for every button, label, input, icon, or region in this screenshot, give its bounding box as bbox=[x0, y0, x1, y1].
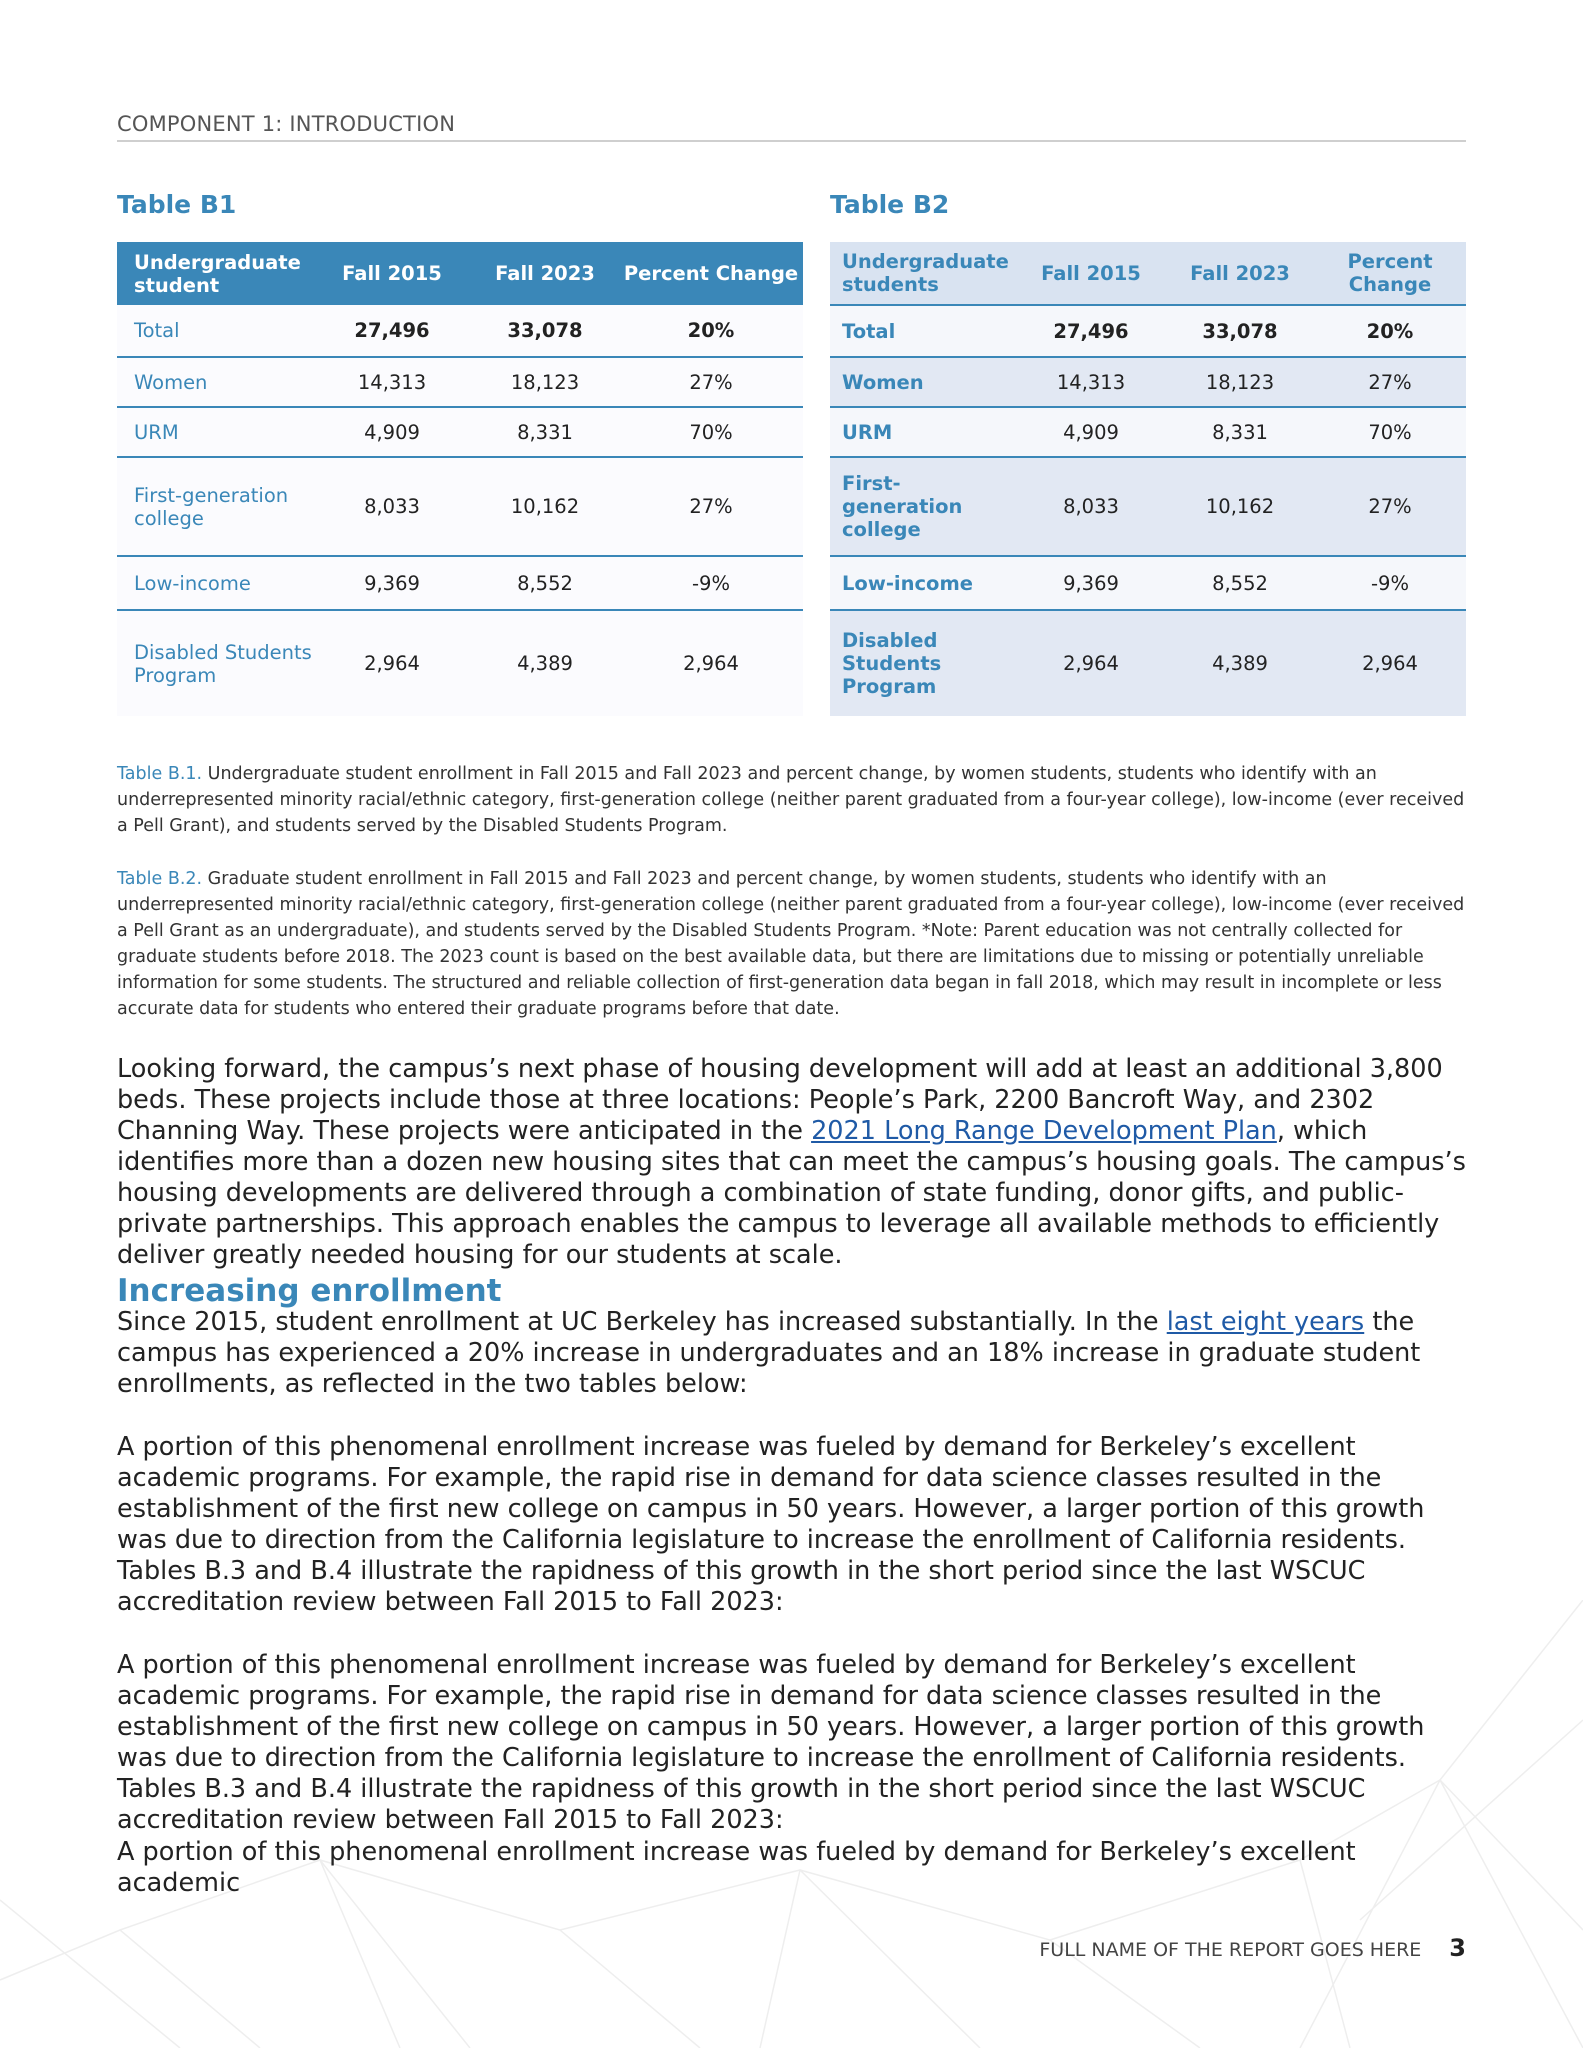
table-row bbox=[117, 305, 803, 357]
page-header bbox=[117, 112, 1466, 142]
table-b1-title: Table B1 bbox=[117, 190, 237, 219]
table-cell: 27% bbox=[1314, 357, 1466, 407]
table-row bbox=[830, 610, 1466, 716]
column-header: Undergraduate student bbox=[117, 242, 313, 305]
row-label: Low-income bbox=[117, 556, 313, 610]
caption-label: Table B.1. bbox=[117, 764, 203, 784]
row-label: Women bbox=[117, 357, 313, 407]
column-header: Percent Change bbox=[1314, 242, 1466, 305]
row-label: First-generation college bbox=[830, 457, 1016, 556]
column-header: Fall 2023 bbox=[471, 242, 619, 305]
table-cell: -9% bbox=[1314, 556, 1466, 610]
table-row bbox=[117, 457, 803, 556]
table-header-row bbox=[117, 242, 803, 305]
table-row bbox=[117, 407, 803, 457]
table-cell: 33,078 bbox=[471, 305, 619, 357]
table-cell: 27% bbox=[1314, 457, 1466, 556]
table-cell: 14,313 bbox=[1016, 357, 1166, 407]
table-b2 bbox=[830, 242, 1466, 716]
paragraph-text: , which identifies more than a dozen new housing sites that can meet the campus’s housing goals. The campus’s housing developments are delivered through a combination of state funding, donor gifts, and public-private partnerships. This approach enables the campus to leverage all available methods to efficiently deliver greatly needed housing for our students at scale. bbox=[117, 1116, 1466, 1270]
table-cell: 10,162 bbox=[471, 457, 619, 556]
body-paragraph: A portion of this phenomenal enrollment increase was fueled by demand for Berkeley’s excellent academic programs. For example, the rapid rise in demand for data science classes resulted in the establishment of the first new college on campus in 50 years. However, a larger portion of this growth was due to direction from the California legislature to increase the enrollment of California residents. Tables B.3 and B.4 illustrate the rapidness of this growth in the short period since the last WSCUC accreditation review between Fall 2015 to Fall 2023: bbox=[117, 1650, 1425, 1835]
row-label: Total bbox=[830, 305, 1016, 357]
column-header: Fall 2015 bbox=[1016, 242, 1166, 305]
table-cell: 4,389 bbox=[471, 610, 619, 716]
paragraph-text: Since 2015, student enrollment at UC Berkeley has increased substantially. In the bbox=[117, 1307, 1167, 1337]
column-header: Undergraduate students bbox=[830, 242, 1016, 305]
table-cell: 8,033 bbox=[313, 457, 471, 556]
table-cell: 8,033 bbox=[1016, 457, 1166, 556]
row-label: Disabled Students Program bbox=[117, 610, 313, 716]
table-cell: 8,552 bbox=[471, 556, 619, 610]
body-paragraph: A portion of this phenomenal enrollment increase was fueled by demand for Berkeley’s excellent academic programs. For example, the rapid rise in demand for data science classes resulted in the establishment of the first new college on campus in 50 years. However, a larger portion of this growth was due to direction from the California legislature to increase the enrollment of California residents. Tables B.3 and B.4 illustrate the rapidness of this growth in the short period since the last WSCUC accreditation review between Fall 2015 to Fall 2023: bbox=[117, 1432, 1425, 1617]
table-cell: 27% bbox=[619, 457, 803, 556]
row-label: URM bbox=[117, 407, 313, 457]
table-cell: 2,964 bbox=[1016, 610, 1166, 716]
table-cell: 9,369 bbox=[1016, 556, 1166, 610]
table-cell: 18,123 bbox=[1166, 357, 1314, 407]
table-b2-title: Table B2 bbox=[830, 190, 950, 219]
section-label: COMPONENT 1: INTRODUCTION bbox=[117, 112, 456, 136]
row-label: Low-income bbox=[830, 556, 1016, 610]
enrollment-paragraph bbox=[117, 1307, 1479, 1400]
column-header: Fall 2015 bbox=[313, 242, 471, 305]
table-row bbox=[117, 357, 803, 407]
housing-paragraph bbox=[117, 1054, 1479, 1271]
table-cell: 2,964 bbox=[1314, 610, 1466, 716]
table-cell: 8,331 bbox=[1166, 407, 1314, 457]
table-cell: 20% bbox=[1314, 305, 1466, 357]
caption-text: Undergraduate student enrollment in Fall 2015 and Fall 2023 and percent change, by women students, students who identify with an underrepresented minority racial/ethnic category, first-generation college (neither parent graduated from a four-year college), low-income (ever received a Pell Grant), and students served by the Disabled Students Program. bbox=[117, 764, 1465, 836]
table-cell: 9,369 bbox=[313, 556, 471, 610]
caption-label: Table B.2. bbox=[117, 869, 203, 889]
table-cell: 2,964 bbox=[313, 610, 471, 716]
page-number: 3 bbox=[1449, 1934, 1466, 1962]
table-cell: 70% bbox=[619, 407, 803, 457]
paragraph-text: the campus has experienced a 20% increase in undergraduates and an 18% increase in graduate student enrollments, as reflected in the two tables below: bbox=[117, 1307, 1421, 1399]
table-cell: 70% bbox=[1314, 407, 1466, 457]
section-heading: Increasing enrollment bbox=[117, 1273, 502, 1309]
table-cell: 8,331 bbox=[471, 407, 619, 457]
row-label: Women bbox=[830, 357, 1016, 407]
long-range-plan-link[interactable]: 2021 Long Range Development Plan bbox=[811, 1116, 1277, 1146]
row-label: First-generation college bbox=[117, 457, 313, 556]
table-cell: 27,496 bbox=[1016, 305, 1166, 357]
report-name: FULL NAME OF THE REPORT GOES HERE bbox=[1039, 1939, 1422, 1961]
table-b1 bbox=[117, 242, 803, 716]
table-cell: 14,313 bbox=[313, 357, 471, 407]
body-paragraph: A portion of this phenomenal enrollment increase was fueled by demand for Berkeley’s excellent academic bbox=[117, 1837, 1356, 1898]
table-row bbox=[117, 556, 803, 610]
table-header-row bbox=[830, 242, 1466, 305]
table-cell: 33,078 bbox=[1166, 305, 1314, 357]
table-cell: 20% bbox=[619, 305, 803, 357]
table-cell: -9% bbox=[619, 556, 803, 610]
row-label: Disabled Students Program bbox=[830, 610, 1016, 716]
column-header: Percent Change bbox=[619, 242, 803, 305]
table-row bbox=[830, 305, 1466, 357]
table-cell: 10,162 bbox=[1166, 457, 1314, 556]
table-cell: 8,552 bbox=[1166, 556, 1314, 610]
table-row bbox=[830, 457, 1466, 556]
table-cell: 2,964 bbox=[619, 610, 803, 716]
table-cell: 4,909 bbox=[313, 407, 471, 457]
table-cell: 18,123 bbox=[471, 357, 619, 407]
table-cell: 4,389 bbox=[1166, 610, 1314, 716]
table-cell: 27,496 bbox=[313, 305, 471, 357]
table-row bbox=[117, 610, 803, 716]
table-b2-caption bbox=[117, 866, 1466, 1022]
table-b1-caption bbox=[117, 761, 1466, 839]
column-header: Fall 2023 bbox=[1166, 242, 1314, 305]
table-row bbox=[830, 556, 1466, 610]
table-row bbox=[830, 407, 1466, 457]
caption-text: Graduate student enrollment in Fall 2015 and Fall 2023 and percent change, by women students, students who identify with an underrepresented minority racial/ethnic category, first-generation college (neither parent graduated from a four-year college), low-income (ever received a Pell Grant as an undergraduate), and students served by the Disabled Students Program. *Note: Parent education was not centrally collected for graduate students before 2018. The 2023 count is based on the best available data, but there are limitations due to missing or potentially unreliable information for some students. The structured and reliable collection of first-generation data began in fall 2018, which may result in incomplete or less accurate data for students who entered their graduate programs before that date. bbox=[117, 869, 1465, 1019]
table-cell: 27% bbox=[619, 357, 803, 407]
last-eight-years-link[interactable]: last eight years bbox=[1166, 1307, 1365, 1337]
paragraph-text: Looking forward, the campus’s next phase of housing development will add at least an additional 3,800 beds. These projects include those at three locations: People’s Park, 2200 Bancroft Way, and 2302 Channing Way. These projects were anticipated in the bbox=[117, 1054, 1443, 1146]
row-label: URM bbox=[830, 407, 1016, 457]
table-cell: 4,909 bbox=[1016, 407, 1166, 457]
page-footer bbox=[1039, 1934, 1466, 1962]
table-row bbox=[830, 357, 1466, 407]
row-label: Total bbox=[117, 305, 313, 357]
